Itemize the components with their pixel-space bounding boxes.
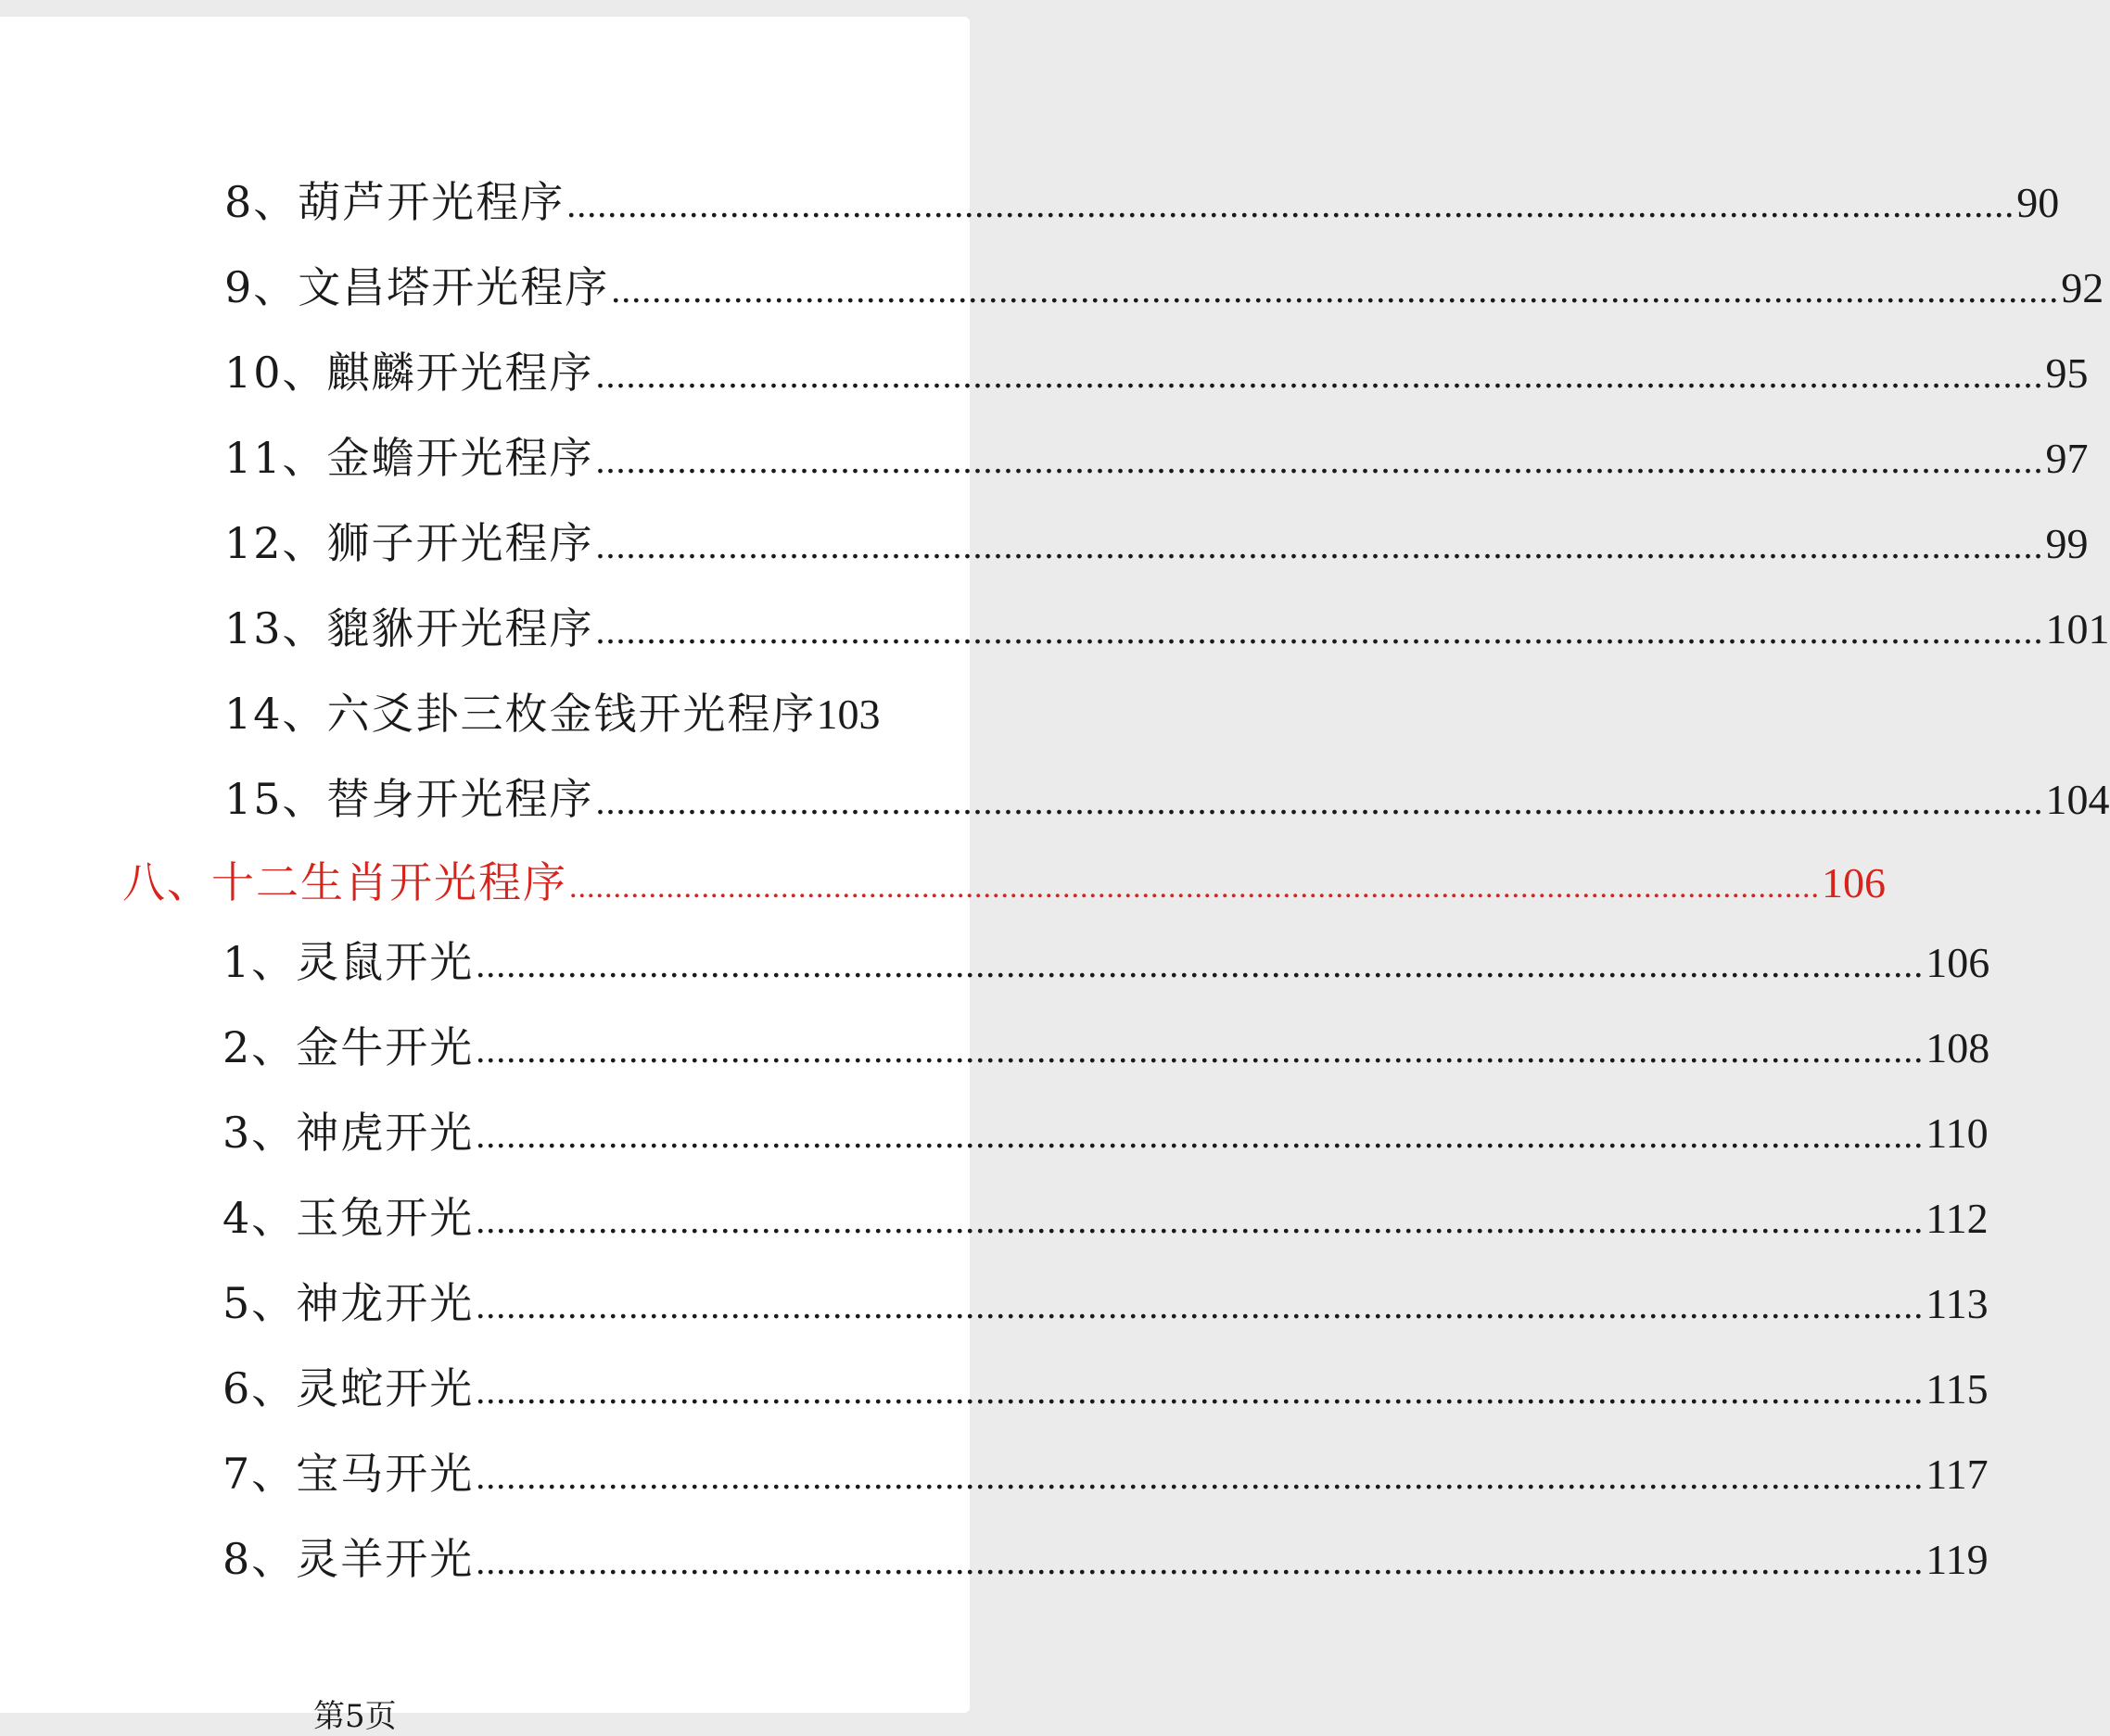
toc-leader-dots xyxy=(476,1444,1924,1509)
toc-section-heading[interactable] xyxy=(122,850,1886,915)
toc-entry-title: 7、宝马开光 xyxy=(222,1449,475,1499)
toc-entry-page: 119 xyxy=(1926,1536,1989,1583)
toc-leader-dots xyxy=(569,855,1820,920)
toc-entry-title: 13、貔貅开光程序 xyxy=(224,603,594,653)
toc-entry-title: 3、神虎开光 xyxy=(222,1108,475,1158)
toc-entry-page: 117 xyxy=(1926,1451,1989,1498)
toc-entry-page: 97 xyxy=(2045,435,2089,482)
toc-entry[interactable] xyxy=(224,340,2089,405)
toc-entry[interactable] xyxy=(224,767,2110,831)
toc-entry-page: 90 xyxy=(2016,179,2060,226)
toc-leader-dots xyxy=(476,1359,1924,1424)
toc-entry-title: 4、玉兔开光 xyxy=(222,1193,475,1243)
page-number-footer: 第5页 xyxy=(313,1698,397,1735)
toc-entry[interactable] xyxy=(224,511,2089,576)
toc-entry[interactable] xyxy=(222,1015,1990,1080)
toc-entry-page: 113 xyxy=(1926,1280,1989,1327)
toc-leader-dots xyxy=(476,1529,1924,1594)
toc-leader-dots xyxy=(476,932,1924,997)
toc-leader-dots xyxy=(596,599,2044,664)
toc-entry-title: 8、灵羊开光 xyxy=(222,1534,475,1584)
toc-entry-title: 14、六爻卦三枚金钱开光程序 xyxy=(224,689,817,739)
toc-leader-dots xyxy=(596,343,2044,408)
toc-entry-title: 8、葫芦开光程序 xyxy=(224,177,566,227)
toc-entry-title: 11、金蟾开光程序 xyxy=(224,433,594,483)
toc-entry[interactable] xyxy=(224,170,2060,234)
toc-entry-page: 110 xyxy=(1926,1109,1989,1157)
toc-entry-title: 9、文昌塔开光程序 xyxy=(224,262,610,312)
toc-entry[interactable] xyxy=(222,1100,1989,1165)
toc-entry-page: 103 xyxy=(816,691,881,738)
toc-entry[interactable] xyxy=(224,425,2089,490)
toc-entry-page: 101 xyxy=(2045,605,2110,653)
toc-leader-dots xyxy=(476,1273,1924,1338)
toc-leader-dots xyxy=(566,172,2015,237)
toc-entry-page: 108 xyxy=(1926,1024,1990,1071)
toc-entry[interactable] xyxy=(222,1356,1989,1421)
toc-entry[interactable] xyxy=(224,255,2104,320)
toc-leader-dots xyxy=(596,769,2044,834)
toc-entry-title: 12、狮子开光程序 xyxy=(224,518,594,568)
toc-leader-dots xyxy=(476,1018,1924,1083)
toc-leader-dots xyxy=(476,1188,1924,1253)
toc-entry-title: 5、神龙开光 xyxy=(222,1278,475,1328)
toc-entry-page: 104 xyxy=(2045,776,2110,823)
toc-entry[interactable] xyxy=(222,1271,1989,1336)
toc-entry[interactable] xyxy=(222,1185,1989,1250)
toc-entry[interactable] xyxy=(222,1527,1989,1591)
toc-entry-title: 6、灵蛇开光 xyxy=(222,1363,475,1413)
toc-entry[interactable] xyxy=(224,681,881,746)
toc-section-page: 106 xyxy=(1822,859,1886,906)
toc-entry-page: 92 xyxy=(2061,264,2104,311)
toc-leader-dots xyxy=(476,1103,1924,1168)
toc-entry-title: 2、金牛开光 xyxy=(222,1022,475,1072)
toc-entry-page: 95 xyxy=(2045,349,2089,397)
toc-entry-title: 1、灵鼠开光 xyxy=(222,937,475,987)
toc-entry[interactable] xyxy=(222,1441,1989,1506)
toc-entry-title: 10、麒麟开光程序 xyxy=(224,348,594,398)
toc-entry-page: 115 xyxy=(1926,1365,1989,1413)
document-page xyxy=(0,17,2110,1735)
toc-entry[interactable] xyxy=(224,596,2110,661)
toc-leader-dots xyxy=(596,513,2044,578)
toc-section-title: 八、十二生肖开光程序 xyxy=(122,857,567,907)
toc-entry-title: 15、替身开光程序 xyxy=(224,774,594,824)
toc-entry-page: 106 xyxy=(1926,939,1990,986)
toc-entry[interactable] xyxy=(222,930,1990,995)
toc-leader-dots xyxy=(611,258,2059,323)
toc-leader-dots xyxy=(596,428,2044,493)
toc-entry-page: 99 xyxy=(2045,520,2089,567)
toc-entry-page: 112 xyxy=(1926,1195,1989,1242)
